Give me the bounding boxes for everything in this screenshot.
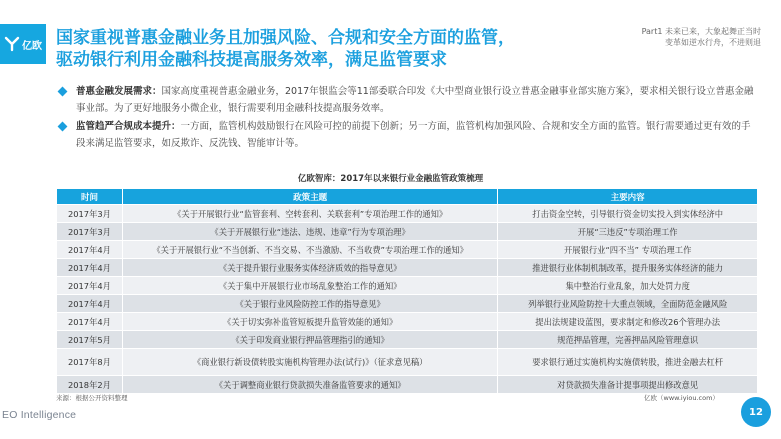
column-header-time: 时间 — [57, 189, 123, 205]
table-header-row — [57, 189, 758, 205]
cell-time: 2017年8月 — [57, 349, 123, 376]
footer-brand: EO Intelligence — [2, 409, 77, 421]
table-row — [57, 331, 758, 349]
bullet-item — [56, 118, 756, 152]
title-line-1: 国家重视普惠金融业务且加强风险、合规和安全方面的监管， — [56, 28, 515, 48]
part-note — [611, 27, 761, 48]
logo-text: 亿欧 — [22, 40, 42, 52]
yiou-logo-icon — [4, 36, 20, 52]
page-title — [56, 27, 596, 71]
cell-content: 规范押品管理，完善押品风险管理意识 — [498, 331, 758, 349]
cell-policy: 《关于开展银行业“违法、违规、违章”行为专项治理》 — [122, 223, 497, 241]
table-row — [57, 376, 758, 394]
cell-time: 2017年4月 — [57, 313, 123, 331]
bullet-head: 普惠金融发展需求： — [76, 86, 162, 97]
column-header-content: 主要内容 — [498, 189, 758, 205]
cell-policy: 《关于集中开展银行业市场乱象整治工作的通知》 — [122, 277, 497, 295]
logo — [0, 24, 46, 64]
cell-policy: 《关于银行业风险防控工作的指导意见》 — [122, 295, 497, 313]
cell-content: 列举银行业风险防控十大重点领域，全面防范金融风险 — [498, 295, 758, 313]
policy-table — [56, 188, 758, 394]
table-caption: 亿欧智库：2017年以来银行业金融监管政策梳理 — [297, 174, 484, 184]
cell-time: 2017年3月 — [57, 205, 123, 223]
cell-time: 2017年4月 — [57, 259, 123, 277]
part-note-line-1: Part1 未来已来，大象起舞正当时 — [641, 27, 761, 36]
bullet-list — [56, 83, 756, 152]
cell-content: 打击资金空转，引导银行资金切实投入到实体经济中 — [498, 205, 758, 223]
cell-time: 2017年4月 — [57, 295, 123, 313]
title-line-2: 驱动银行利用金融科技提高服务效率，满足监管要求 — [56, 50, 447, 70]
cell-policy: 《关于开展银行业“监管套利、空转套利、关联套利”专项治理工作的通知》 — [122, 205, 497, 223]
cell-content: 开展银行业“四不当” 专项治理工作 — [498, 241, 758, 259]
cell-time: 2017年3月 — [57, 223, 123, 241]
cell-content: 推进银行业体制机制改革，提升服务实体经济的能力 — [498, 259, 758, 277]
source-note: 来源：根据公开资料整理 — [56, 394, 128, 402]
bullet-text: 一方面，监管机构鼓励银行在风险可控的前提下创新；另一方面，监管机构加强风险、合规和安全方面的监管。银行需要通过更有效的手段来满足监管要求，如反欺诈、反洗钱、智能审计等。 — [76, 121, 751, 149]
table-row — [57, 277, 758, 295]
cell-time: 2017年5月 — [57, 331, 123, 349]
cell-policy: 《关于切实弥补监管短板提升监管效能的通知》 — [122, 313, 497, 331]
diamond-bullet-icon — [58, 87, 68, 97]
cell-content: 要求银行通过实施机构实施债转股，推进金融去杠杆 — [498, 349, 758, 376]
cell-policy: 《商业银行新设债转股实施机构管理办法(试行)》（征求意见稿） — [122, 349, 497, 376]
cell-policy: 《关于印发商业银行押品管理指引的通知》 — [122, 331, 497, 349]
cell-time: 2018年2月 — [57, 376, 123, 394]
cell-content: 集中整治行业乱象，加大处罚力度 — [498, 277, 758, 295]
cell-policy: 《关于调整商业银行贷款损失准备监管要求的通知》 — [122, 376, 497, 394]
table-row — [57, 313, 758, 331]
cell-time: 2017年4月 — [57, 241, 123, 259]
cell-time: 2017年4月 — [57, 277, 123, 295]
bullet-item — [56, 83, 756, 117]
table-row — [57, 349, 758, 376]
cell-content: 开展“三违反”专项治理工作 — [498, 223, 758, 241]
cell-content: 提出法规建设蓝图，要求制定和修改26个管理办法 — [498, 313, 758, 331]
table-row — [57, 259, 758, 277]
cell-policy: 《关于开展银行业“不当创新、不当交易、不当激励、不当收费”专项治理工作的通知》 — [122, 241, 497, 259]
column-header-policy: 政策主题 — [122, 189, 497, 205]
table-row — [57, 241, 758, 259]
table-row — [57, 205, 758, 223]
page-number-badge: 12 — [741, 397, 771, 427]
cell-policy: 《关于提升银行业服务实体经济质效的指导意见》 — [122, 259, 497, 277]
bullet-head: 监管趋严合规成本提升： — [76, 121, 181, 132]
table-row — [57, 223, 758, 241]
bullet-text: 国家高度重视普惠金融业务，2017年银监会等11部委联合印发《大中型商业银行设立普惠金融事业部实施方案》，要求相关银行设立普惠金融事业部。为了更好地服务小微企业，银行需要利用金融科技提高服务效率。 — [76, 86, 754, 114]
table-row — [57, 295, 758, 313]
source-website: 亿欧（www.iyiou.com） — [644, 394, 719, 402]
diamond-bullet-icon — [58, 122, 68, 132]
part-note-line-2: 变革如逆水行舟，不进则退 — [665, 37, 761, 47]
cell-content: 对贷款损失准备计提事项提出修改意见 — [498, 376, 758, 394]
